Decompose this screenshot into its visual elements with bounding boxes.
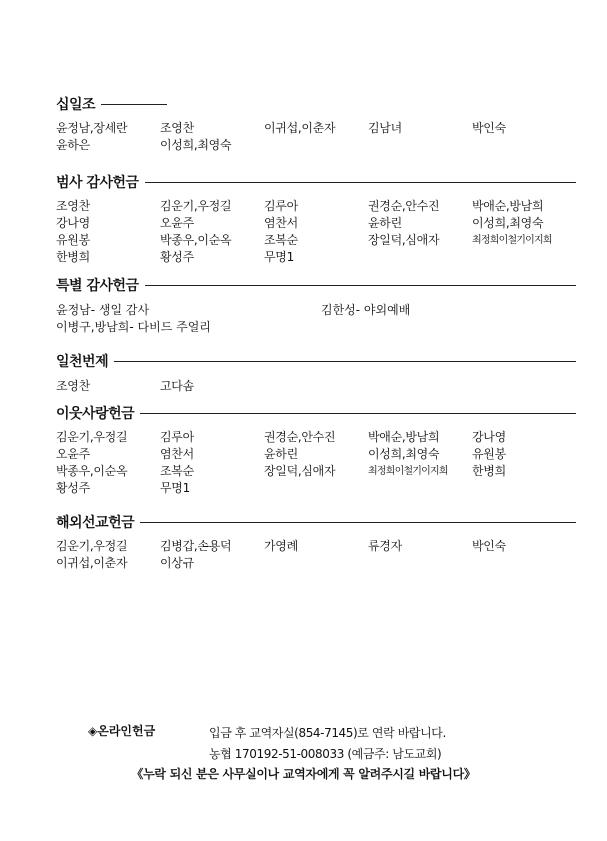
donor-name: 한병희 — [472, 464, 506, 478]
donor-name — [264, 378, 368, 395]
donor-name: 고다솜 — [160, 379, 194, 393]
donor-name — [264, 480, 368, 497]
donor-name: 권경순,안수진 — [264, 430, 336, 444]
donor-name: 윤정남,장세란 — [56, 121, 128, 135]
section-special-thanksgiving — [56, 275, 576, 336]
section-heading — [56, 351, 576, 371]
donor-name: 박종우,이순옥 — [160, 233, 232, 247]
donor-name: 김운기,우정길 — [160, 199, 232, 213]
donor-name: 박인숙 — [472, 121, 506, 135]
donor-name: 조영찬 — [160, 121, 194, 135]
donor-name: 이성희,최영숙 — [160, 138, 232, 152]
donor-name — [368, 378, 472, 395]
donor-name: 무명1 — [160, 481, 190, 495]
donor-name: 염찬서 — [264, 216, 298, 230]
donor-name — [472, 137, 576, 154]
donor-name: 박종우,이순옥 — [56, 464, 128, 478]
donor-name — [472, 480, 576, 497]
special-entry: 김한성- 야외예배 — [321, 303, 411, 317]
donor-grid — [56, 198, 576, 266]
title-rule — [114, 361, 576, 362]
special-entry: 이병구,방남희- 다비드 주얼리 — [56, 320, 211, 334]
online-offering-label: ◈온라인헌금 — [88, 724, 156, 738]
donor-name: 오윤주 — [56, 447, 90, 461]
donor-name: 윤하은 — [56, 138, 90, 152]
donor-name: 김루아 — [160, 430, 194, 444]
donor-name: 권경순,안수진 — [368, 199, 440, 213]
donor-name: 이성희,최영숙 — [368, 447, 440, 461]
donor-name: 이상규 — [160, 556, 194, 570]
section-tithe — [56, 94, 576, 154]
section-title: 해외선교헌금 — [56, 515, 135, 531]
section-title: 십일조 — [56, 97, 96, 113]
contact-instruction: 입금 후 교역자실(854-7145)로 연락 바랍니다. — [209, 726, 446, 740]
donor-name: 무명1 — [264, 250, 294, 264]
section-title: 특별 감사헌금 — [56, 278, 139, 294]
section-heading — [56, 403, 576, 423]
donor-name: 강나영 — [56, 216, 90, 230]
donor-name — [472, 249, 576, 266]
donor-name — [472, 378, 576, 395]
donor-name — [472, 555, 576, 572]
donor-name: 김남녀 — [368, 121, 402, 135]
donor-name: 장일덕,심애자 — [368, 233, 440, 247]
donor-name: 이귀섭,이춘자 — [56, 556, 128, 570]
donor-name: 류경자 — [368, 539, 402, 553]
donor-name: 최정희이철기이지희 — [368, 466, 448, 477]
donor-name: 유원봉 — [56, 233, 90, 247]
donor-name: 조복순 — [160, 464, 194, 478]
donor-name: 강나영 — [472, 430, 506, 444]
donor-name: 박인숙 — [472, 539, 506, 553]
donor-name: 조영찬 — [56, 379, 90, 393]
donor-name — [264, 555, 368, 572]
donor-grid — [56, 429, 576, 497]
title-rule — [145, 285, 576, 286]
section-thanksgiving — [56, 172, 576, 266]
section-thousand-offering — [56, 351, 576, 395]
title-rule — [140, 413, 576, 414]
title-rule — [101, 104, 167, 105]
donor-name: 김운기,우정길 — [56, 539, 128, 553]
special-row — [56, 319, 576, 336]
section-heading — [56, 94, 576, 114]
donor-name: 박애순,방남희 — [472, 199, 544, 213]
donor-grid — [56, 538, 576, 572]
donor-name: 조복순 — [264, 233, 298, 247]
section-neighbor-love — [56, 403, 576, 497]
title-rule — [145, 182, 576, 183]
donor-name: 염찬서 — [160, 447, 194, 461]
donor-name: 윤하린 — [368, 216, 402, 230]
special-row — [56, 302, 576, 319]
donor-name: 황성주 — [56, 481, 90, 495]
donor-name: 오윤주 — [160, 216, 194, 230]
donor-name — [368, 137, 472, 154]
section-overseas-mission — [56, 512, 576, 572]
donor-name: 한병희 — [56, 250, 90, 264]
donor-name: 박애순,방남희 — [368, 430, 440, 444]
donor-name: 이귀섭,이춘자 — [264, 121, 336, 135]
donor-name: 김운기,우정길 — [56, 430, 128, 444]
donor-grid — [56, 378, 576, 395]
section-title: 일천번제 — [56, 354, 109, 370]
section-heading — [56, 275, 576, 295]
donor-name — [368, 480, 472, 497]
special-list — [56, 302, 576, 336]
section-title: 이웃사랑헌금 — [56, 406, 135, 422]
donor-name: 최정희이철기이지희 — [472, 235, 552, 246]
donor-grid — [56, 120, 576, 154]
section-title: 범사 감사헌금 — [56, 175, 139, 191]
donor-name — [368, 249, 472, 266]
donor-name: 이성희,최영숙 — [472, 216, 544, 230]
section-heading — [56, 172, 576, 192]
special-entry: 윤정남- 생일 감사 — [56, 303, 150, 317]
donor-name: 조영찬 — [56, 199, 90, 213]
donor-name: 윤하린 — [264, 447, 298, 461]
notice-text: 《누락 되신 분은 사무실이나 교역자에게 꼭 알려주시길 바랍니다》 — [131, 767, 476, 781]
donor-name — [368, 555, 472, 572]
donor-name: 김루아 — [264, 199, 298, 213]
bank-account: 농협 170192-51-008033 (예금주: 남도교회) — [209, 747, 442, 761]
donor-name: 장일덕,심애자 — [264, 464, 336, 478]
donor-name: 가영례 — [264, 539, 298, 553]
donor-name — [264, 137, 368, 154]
section-heading — [56, 512, 576, 532]
donor-name: 황성주 — [160, 250, 194, 264]
donor-name: 김병갑,손용덕 — [160, 539, 232, 553]
title-rule — [140, 522, 576, 523]
donor-name: 유원봉 — [472, 447, 506, 461]
